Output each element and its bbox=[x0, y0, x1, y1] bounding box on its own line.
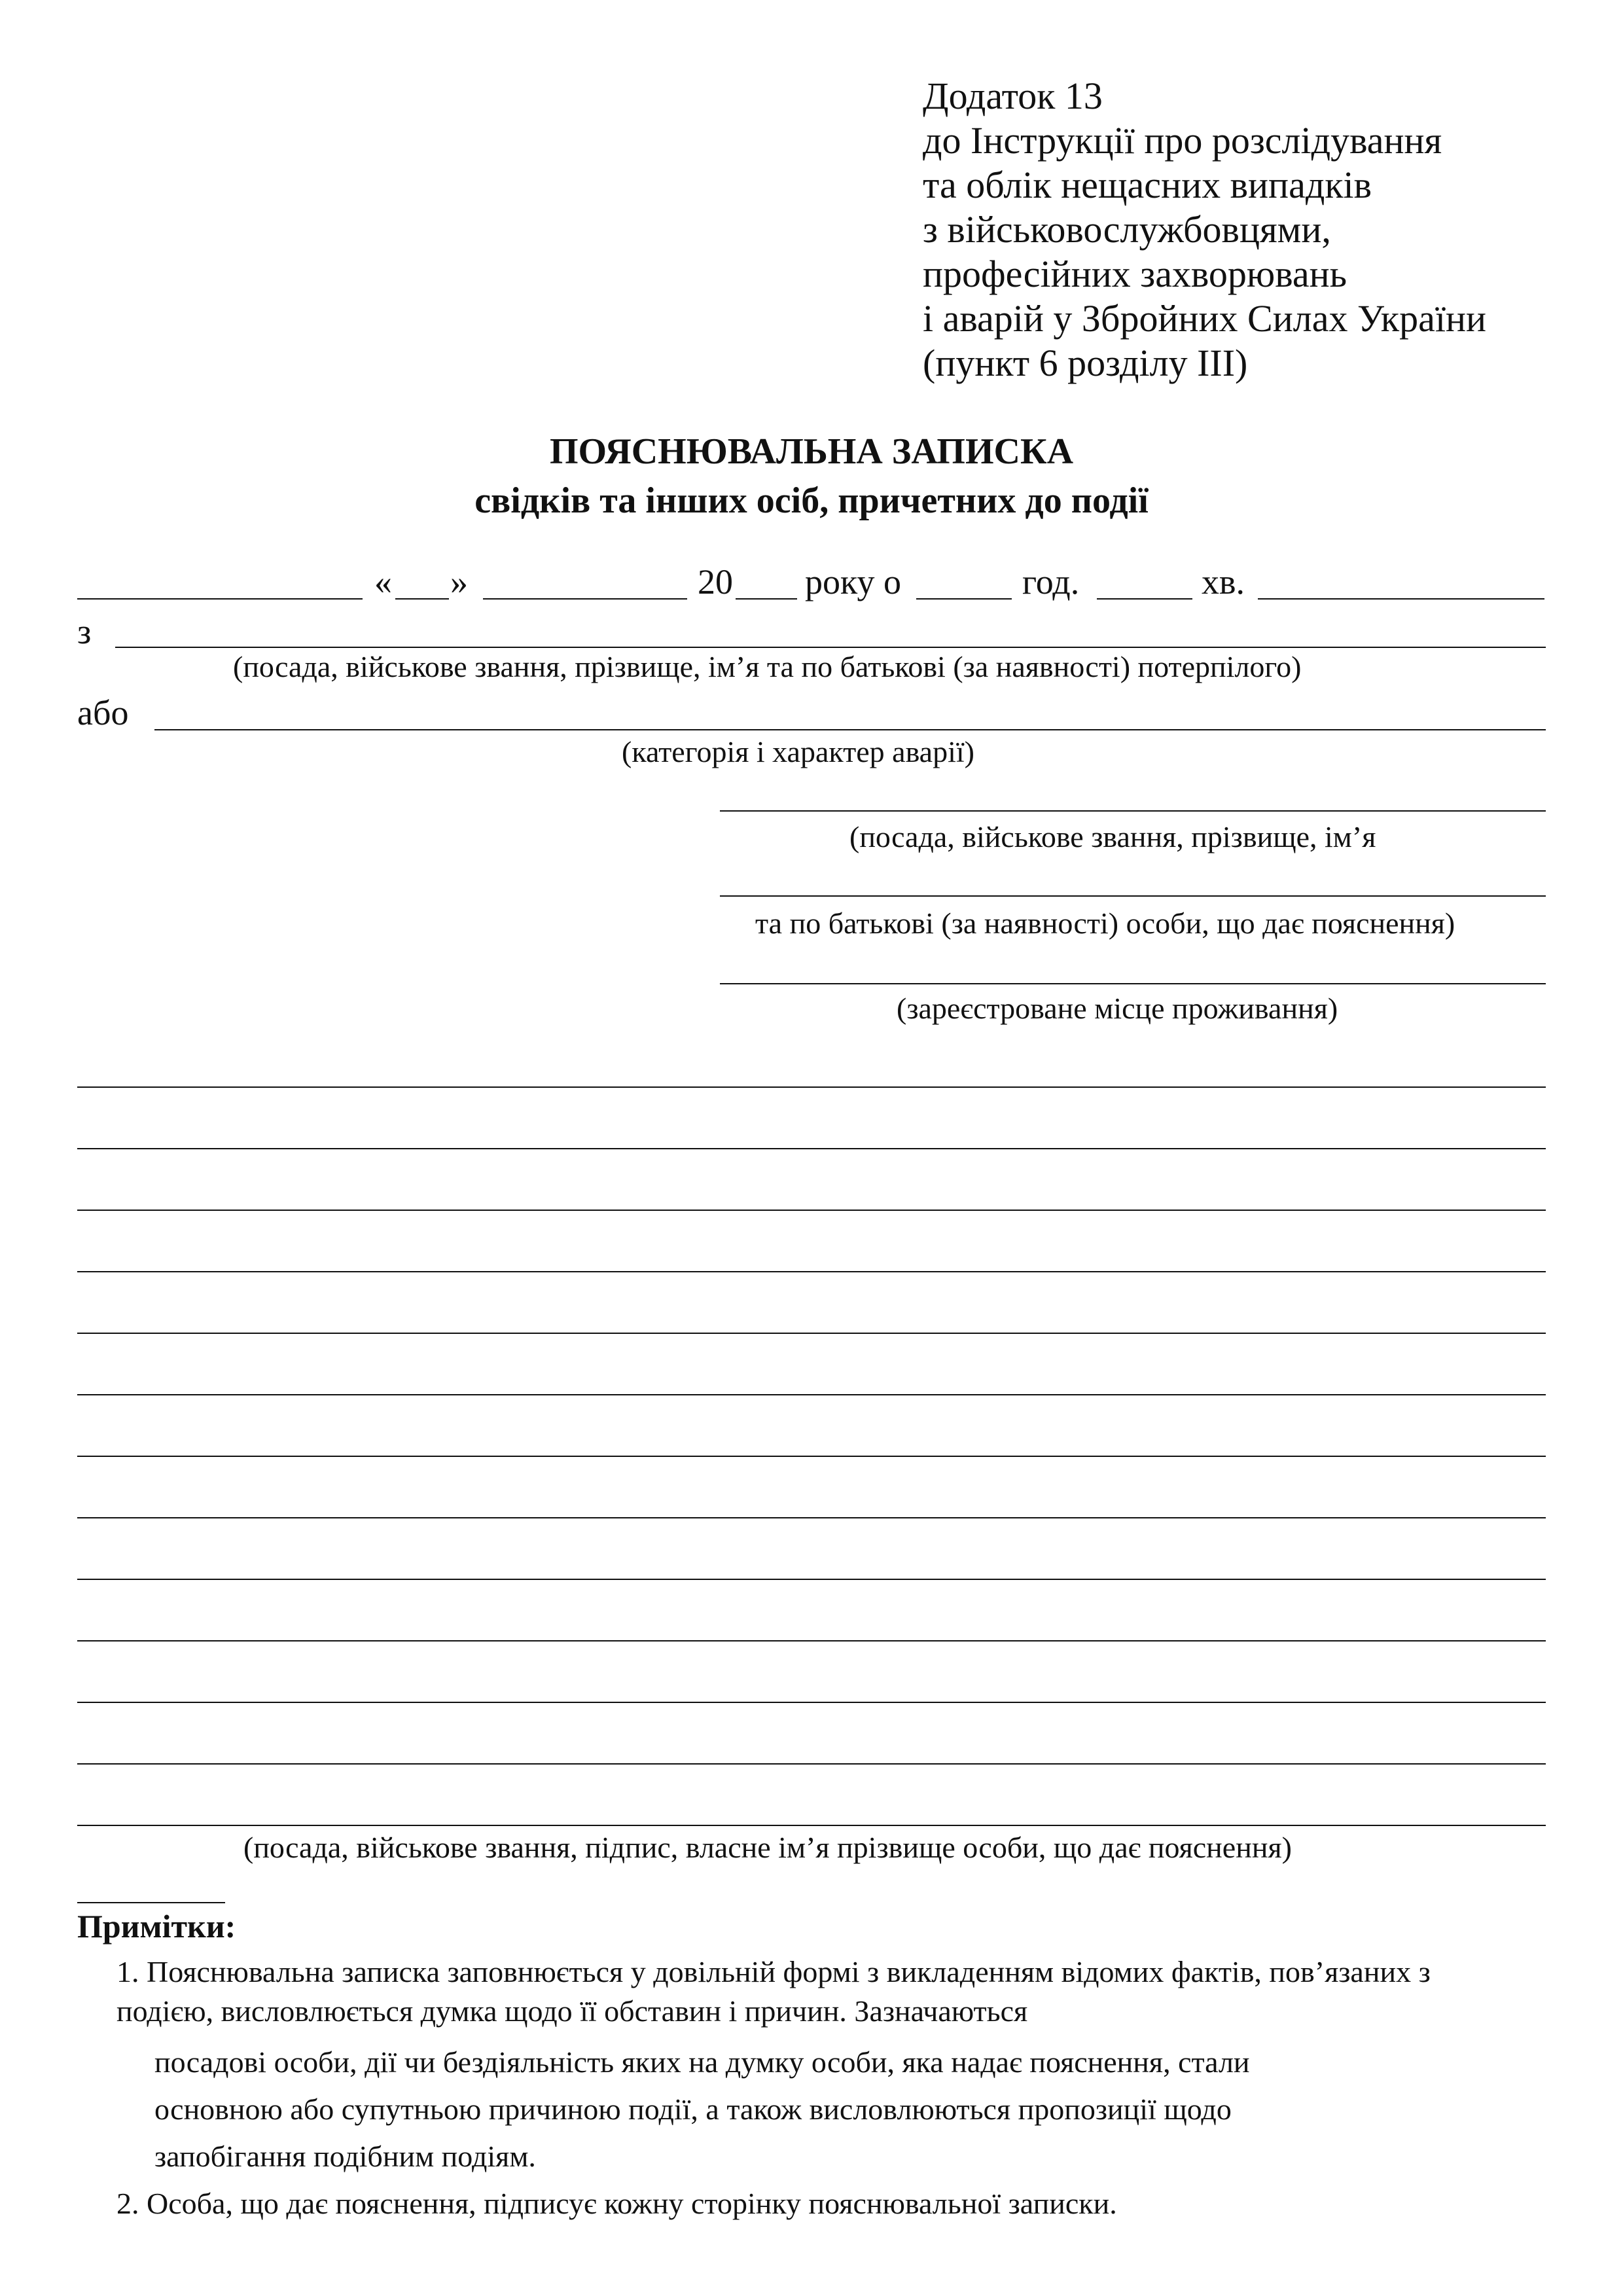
body-line[interactable] bbox=[77, 1271, 1546, 1272]
appendix-line-7: (пункт 6 розділу III) bbox=[923, 342, 1248, 384]
note-1-line-1: 1. Пояснювальна записка заповнюється у довільній формі з викладенням відомих фактів, пов’язаних з bbox=[116, 1955, 1431, 1988]
person-field-1[interactable] bbox=[720, 810, 1546, 812]
appendix-line-5: професійних захворювань bbox=[923, 253, 1347, 295]
minutes-field[interactable] bbox=[1097, 598, 1192, 600]
address-caption: (зареєстроване місце проживання) bbox=[897, 992, 1338, 1025]
year-field[interactable] bbox=[736, 598, 797, 600]
body-line[interactable] bbox=[77, 1456, 1546, 1457]
appendix-line-4: з військовослужбовцями, bbox=[923, 208, 1331, 251]
appendix-line-1: Додаток 13 bbox=[923, 75, 1103, 117]
close-quote: » bbox=[450, 562, 468, 601]
address-field[interactable] bbox=[720, 983, 1546, 984]
body-line[interactable] bbox=[77, 1517, 1546, 1518]
note-1-line-2: подією, висловлюється думка щодо її обставин і причин. Зазначаються bbox=[116, 1994, 1028, 2028]
body-line[interactable] bbox=[77, 1579, 1546, 1580]
body-line[interactable] bbox=[77, 1702, 1546, 1703]
notes-separator bbox=[77, 1902, 225, 1903]
accident-caption: (категорія і характер аварії) bbox=[622, 735, 974, 768]
note-1-line-3: посадові особи, дії чи бездіяльність яких на думку особи, яка надає пояснення, стали bbox=[154, 2045, 1250, 2079]
extra-field[interactable] bbox=[1258, 598, 1544, 600]
body-line[interactable] bbox=[77, 1086, 1546, 1088]
body-line[interactable] bbox=[77, 1763, 1546, 1765]
notes-heading: Примітки: bbox=[77, 1908, 236, 1945]
appendix-line-2: до Інструкції про розслідування bbox=[923, 119, 1442, 162]
month-field[interactable] bbox=[483, 598, 687, 600]
note-1-line-4: основною або супутньою причиною події, а також висловлюються пропозиції щодо bbox=[154, 2092, 1232, 2126]
person-field-2[interactable] bbox=[720, 895, 1546, 897]
document-subtitle: свідків та інших осіб, причетних до події bbox=[474, 480, 1149, 521]
accident-prefix: або bbox=[77, 693, 129, 732]
signature-line[interactable] bbox=[77, 1825, 1546, 1826]
day-field[interactable] bbox=[395, 598, 449, 600]
signature-caption: (посада, військове звання, підпис, власне ім’я прізвище особи, що дає пояснення) bbox=[243, 1831, 1292, 1864]
note-1-line-5: запобігання подібним подіям. bbox=[154, 2140, 536, 2173]
appendix-line-6: і аварій у Збройних Силах України bbox=[923, 297, 1487, 340]
victim-caption: (посада, військове звання, прізвище, ім’я та по батькові (за наявності) потерпілого) bbox=[233, 650, 1302, 683]
person-caption-1: (посада, військове звання, прізвище, ім’я bbox=[849, 820, 1376, 853]
body-line[interactable] bbox=[77, 1148, 1546, 1149]
victim-prefix: з bbox=[77, 612, 92, 651]
document-title: ПОЯСНЮВАЛЬНА ЗАПИСКА bbox=[549, 431, 1074, 472]
hours-label: год. bbox=[1022, 562, 1080, 601]
body-line[interactable] bbox=[77, 1640, 1546, 1641]
open-quote: « bbox=[374, 562, 392, 601]
body-line[interactable] bbox=[77, 1333, 1546, 1334]
victim-field[interactable] bbox=[115, 647, 1546, 648]
body-line[interactable] bbox=[77, 1210, 1546, 1211]
accident-field[interactable] bbox=[154, 729, 1546, 730]
body-line[interactable] bbox=[77, 1394, 1546, 1395]
minutes-label: хв. bbox=[1202, 562, 1245, 601]
note-2: 2. Особа, що дає пояснення, підписує кожну сторінку пояснювальної записки. bbox=[116, 2187, 1117, 2220]
person-caption-2: та по батькові (за наявності) особи, що дає пояснення) bbox=[755, 906, 1455, 940]
year-prefix: 20 bbox=[698, 562, 733, 601]
place-field[interactable] bbox=[77, 598, 363, 600]
hours-field[interactable] bbox=[916, 598, 1012, 600]
year-word: року о bbox=[805, 562, 901, 601]
appendix-line-3: та облік нещасних випадків bbox=[923, 164, 1372, 206]
